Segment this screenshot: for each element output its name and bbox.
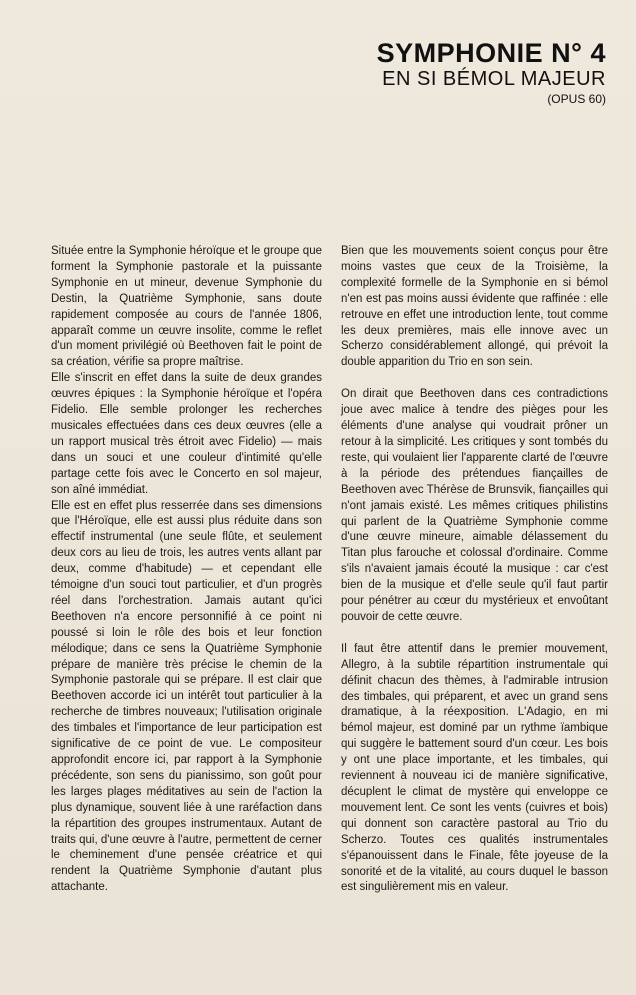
opus-number: (OPUS 60) bbox=[547, 92, 606, 106]
paragraph: Elle s'inscrit en effet dans la suite de deux grandes œuvres épiques : la Symphonie héroïque et l'opéra Fidelio. Elle semble prolonger les recherches musicales effectuées dans ces deux œuvres (elle a un rapport musical très étroit avec Fidelio) — mais dans un souci et une couleur d'intimité qu'elle partage cette fois avec le Concerto en sol majeur, son aîné immédiat. bbox=[51, 372, 322, 496]
right-text-column bbox=[341, 244, 608, 912]
header bbox=[377, 38, 606, 107]
paragraph: Située entre la Symphonie héroïque et le groupe que forment la Symphonie pastorale et la puissante Symphonie en ut mineur, devenue Symphonie du Destin, la Quatrième Symphonie, sans doute rapidement composée au cours de l'année 1806, apparaît comme un œuvre insolite, comme le reflet d'un moment privilégié où Beethoven fait le point de sa création, vérifie sa propre maîtrise. bbox=[51, 245, 322, 369]
page-subtitle: EN SI BÉMOL MAJEUR bbox=[382, 68, 606, 90]
paragraph: Bien que les mouvements soient conçus pour être moins vastes que ceux de la Troisième, la complexité formelle de la Symphonie en si bémol n'en est pas moins aussi évidente que raffinée : elle retrouve en effet une introduction lente, tout comme les deux premières, mais elle innove avec un Scherzo considérablement allongé, qui prévoit la double apparition du Trio en son sein. bbox=[341, 245, 608, 369]
paragraph: Elle est en effet plus resserrée dans ses dimensions que l'Héroïque, elle est aussi plus réduite dans son effectif instrumental (une seule flûte, et seulement deux cors au lieu de trois, les autres vents allant par deux, comme d'habitude) — et cependant elle témoigne d'un souci tout particulier, et d'un progrès réel dans l'orchestration. Jamais autant qu'ici Beethoven n'a encore personnifié à ce point ni poussé si loin le rôle des bois et leur fonction mélodique; dans ce sens la Quatrième Symphonie prépare de manière très précise le chemin de la Symphonie pastorale qui se prépare. Il est clair que Beethoven accorde ici un intérêt tout particulier à la recherche de timbres nouveaux; l'utilisation originale des timbales et l'importance de leur participation est significative de ce point de vue. Le compositeur approfondit encore ici, par rapport à la Symphonie précédente, son sens du pianissimo, son goût pour les larges plages méditatives au sein de l'action la plus dynamique, souvent liée à une raréfaction dans la répartition des groupes instrumentaux. Autant de traits qui, d'une œuvre à l'autre, permettent de cerner le cheminement d'une pensée créatrice et qui rendent la Quatrième Symphonie d'autant plus attachante. bbox=[51, 499, 322, 894]
left-text-column bbox=[51, 244, 322, 896]
page-title: SYMPHONIE N° 4 bbox=[376, 38, 606, 68]
paragraph: On dirait que Beethoven dans ces contradictions joue avec malice à tendre des pièges pour les éléments d'une analyse qui voudrait prôner un retour à la simplicité. Les critiques y sont tombés du reste, qui voulaient lier l'apparente clarté de l'œuvre à la période des prétendues fiançailles de Beethoven avec Thérèse de Brunsvik, fiançailles qui n'ont jamais existé. Les mêmes critiques philistins qui parlent de la Quatrième Symphonie comme d'une œuvre mineure, aimable délassement du Titan plus farouche et colossal d'ordinaire. Comme s'ils n'avaient jamais écouté la musique : car c'est bien de la musique et d'elle seule qu'il faut partir pour pénétrer au cœur du mystérieux et envoûtant pouvoir de cette œuvre. bbox=[341, 388, 608, 623]
paragraph: Il faut être attentif dans le premier mouvement, Allegro, à la subtile répartition instrumentale qui définit chacun des thèmes, à l'admirable intrusion des timbales, qui préparent, et avec un grand sens dramatique, à la réexposition. L'Adagio, en mi bémol majeur, est dominé par un rythme ïambique qui suggère le battement sourd d'un cœur. Les bois y ont une place importante, et les timbales, qui reviennent à nouveau ici de manière significative, décuplent le climat de mystère qui enveloppe ce mouvement lent. Ce sont les vents (cuivres et bois) qui donnent son caractère pastoral au Trio du Scherzo. Toutes ces qualités instrumentales s'épanouissent dans le Finale, fête joyeuse de la sonorité et de la vitalité, au cours duquel le basson est singulièrement mis en valeur. bbox=[341, 642, 608, 894]
